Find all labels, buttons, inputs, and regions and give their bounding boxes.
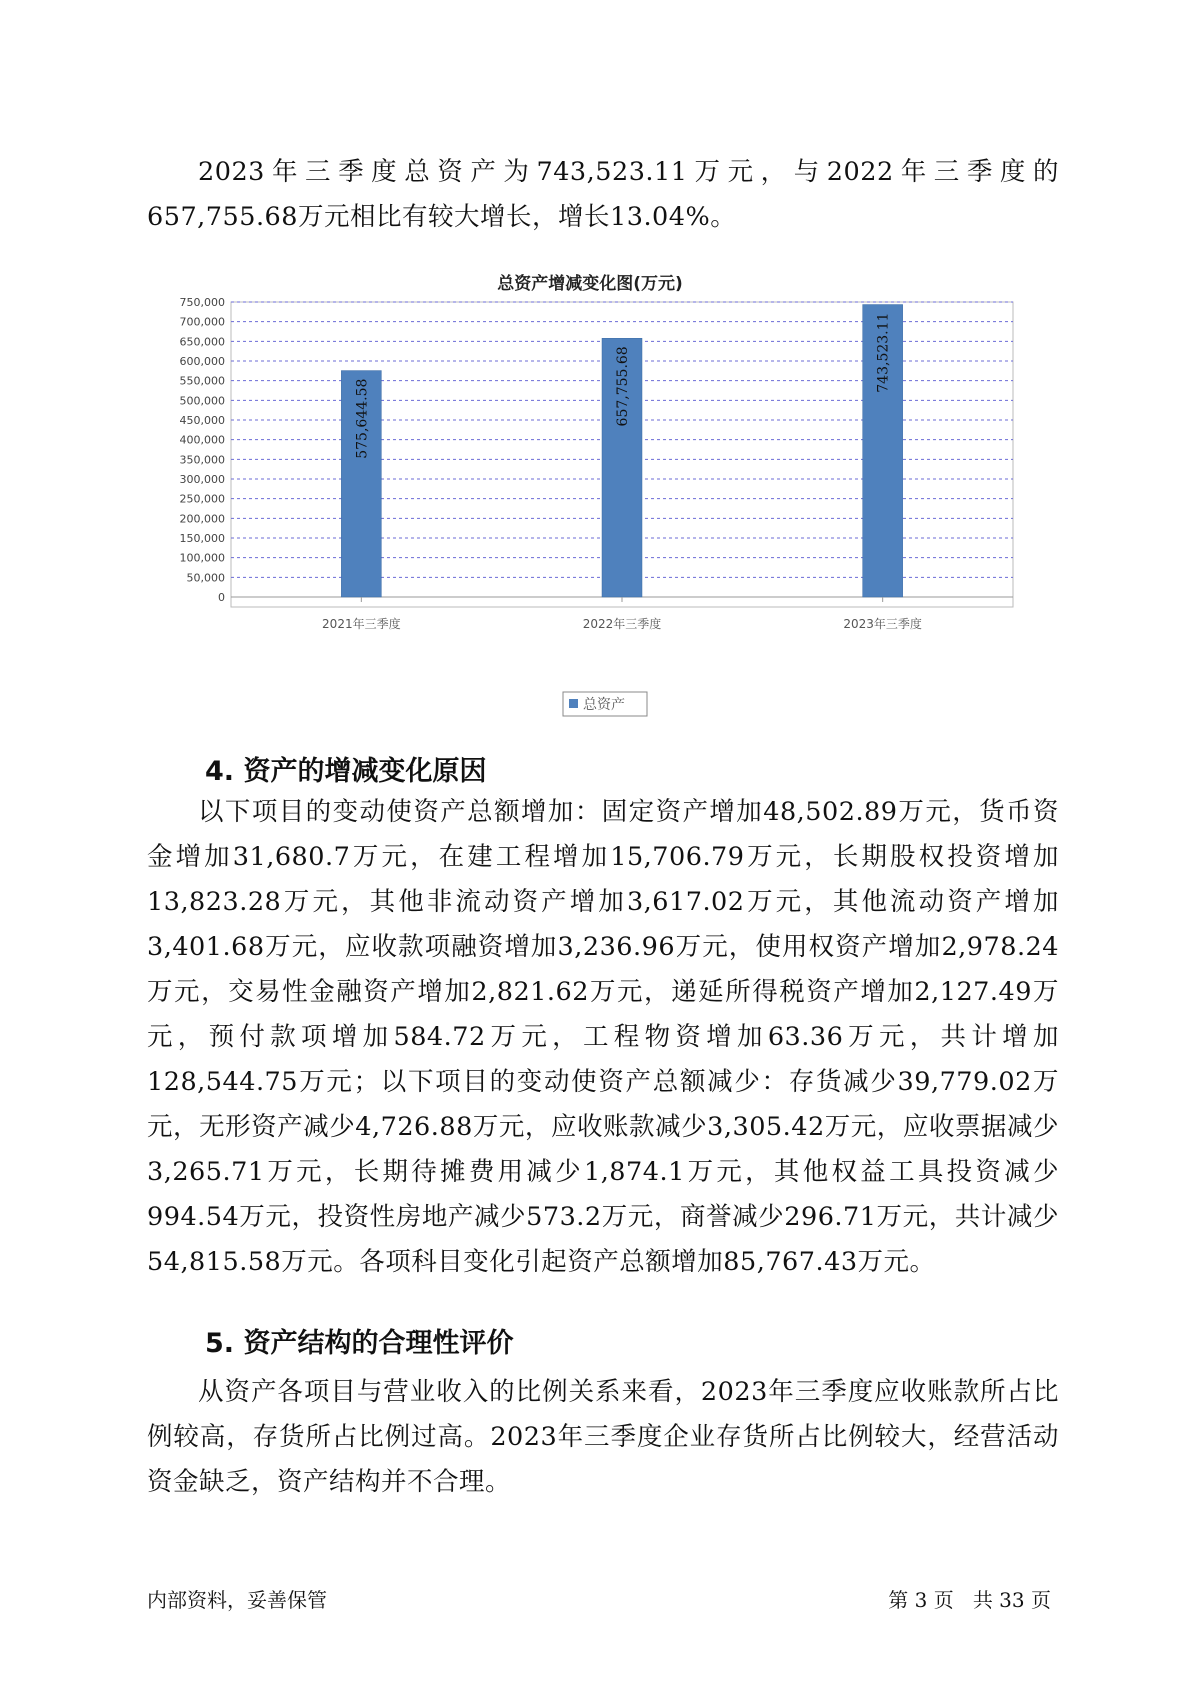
- x-tick-label: 2022年三季度: [582, 617, 662, 631]
- footer-page-info: [888, 1586, 1051, 1614]
- y-tick-label: 450,000: [179, 414, 225, 427]
- y-tick-label: 200,000: [179, 512, 225, 526]
- section-5-heading: 5. 资产结构的合理性评价: [205, 1328, 514, 1359]
- y-tick-label: 650,000: [179, 335, 225, 349]
- y-tick-label: 300,000: [179, 473, 225, 486]
- y-tick-label: 150,000: [179, 532, 225, 545]
- data-label: 657,755.68: [615, 346, 631, 427]
- total-assets-bar-chart: [145, 262, 1045, 732]
- section-5-paragraph: 从资产各项目与营业收入的比例关系来看，2023年三季度应收账款所占比例较高，存货所占比例过高。2023年三季度企业存货所占比例较大，经营活动资金缺乏，资产结构并不合理。: [147, 1377, 1059, 1497]
- legend-label: 总资产: [583, 697, 625, 713]
- data-label: 575,644.58: [354, 378, 371, 459]
- y-tick-label: 600,000: [179, 355, 225, 368]
- intro-paragraph: 2023年三季度总资产为743,523.11万元，与2022年三季度的657,755.68万元相比有较大增长，增长13.04%。: [147, 157, 1059, 232]
- legend: [563, 692, 647, 716]
- legend-swatch: [569, 699, 578, 708]
- y-tick-label: 500,000: [179, 394, 225, 408]
- footer-total-pages: 共 33 页: [972, 1588, 1051, 1612]
- section-4-heading: 4. 资产的增减变化原因: [205, 756, 487, 787]
- y-tick-label: 550,000: [179, 374, 225, 388]
- y-axis-ticks: [180, 296, 226, 604]
- y-tick-label: 350,000: [179, 453, 225, 467]
- y-tick-label: 750,000: [179, 296, 225, 309]
- footer-confidential-note: 内部资料，妥善保管: [147, 1588, 327, 1612]
- x-tick-label: 2021年三季度: [322, 617, 401, 631]
- y-tick-label: 400,000: [179, 433, 225, 447]
- y-tick-label: 700,000: [179, 315, 225, 329]
- x-tick-label: 2023年三季度: [843, 617, 922, 631]
- footer-page-number: 第 3 页: [888, 1588, 954, 1612]
- y-tick-label: 0: [218, 591, 225, 604]
- y-tick-label: 100,000: [179, 551, 225, 565]
- data-label: 743,523.11: [875, 312, 892, 393]
- y-tick-label: 50,000: [186, 571, 225, 585]
- chart-title: 总资产增减变化图(万元): [497, 274, 683, 294]
- section-4-paragraph: 以下项目的变动使资产总额增加：固定资产增加48,502.89万元，货币资金增加31,680.7万元，在建工程增加15,706.79万元，长期股权投资增加13,823.28万元，其他非流动资产增加3,617.02万元，其他流动资产增加3,401.68万元，应收款项融资增加3,236.96万元，使用权资产增加2,978.24万元，交易性金融资产增加2,821.62万元，递延所得税资产增加2,127.49万元，预付款项增加584.72万元，工程物资增加63.36万元，共计增加128,544.75万元；以下项目的变动使资产总额减少：存货减少39,779.02万元，无形资产减少4,726.88万元，应收账款减少3,305.42万元，应收票据减少3,265.71万元，长期待摊费用减少1,874.1万元，其他权益工具投资减少994.54万元，投资性房地产减少573.2万元，商誉减少296.71万元，共计减少54,815.58万元。各项科目变化引起资产总额增加85,767.43万元。: [147, 797, 1059, 1277]
- y-tick-label: 250,000: [179, 492, 225, 506]
